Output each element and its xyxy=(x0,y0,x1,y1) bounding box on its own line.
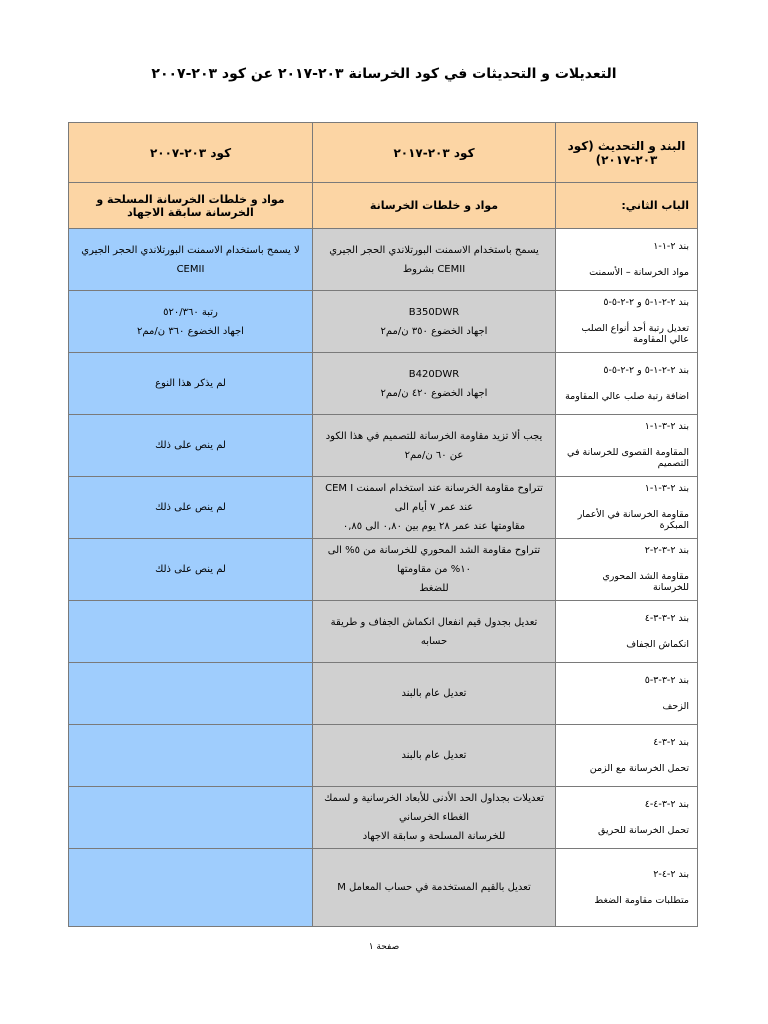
code-2017-cell xyxy=(313,291,556,353)
code-2007-text: لم ينص على ذلك xyxy=(155,440,226,451)
item-code: بند ٢-٣-٣-٤ xyxy=(644,613,689,625)
item-cell xyxy=(556,229,698,291)
item-code: بند ٢-٢-١-٥ و ٢-٢-٥-٥ xyxy=(603,297,689,309)
code-2017-text: تتراوح مقاومة الخرسانة عند استخدام اسمنت CEM I عند عمر ٧ أيام الى xyxy=(325,483,543,513)
code-2007-text: رتبة ٥٢٠/٣٦٠ xyxy=(163,306,218,318)
item-title: الزحف xyxy=(662,700,689,712)
item-cell xyxy=(556,353,698,415)
item-title: مواد الخرسانة – الأسمنت xyxy=(589,266,689,278)
code-2017-text: B350DWR xyxy=(408,306,460,318)
header-code-2007: كود ٢٠٣-٢٠٠٧ xyxy=(69,123,313,183)
document-title: التعديلات و التحديثات في كود الخرسانة ٢٠٣-٢٠١٧ عن كود ٢٠٣-٢٠٠٧ xyxy=(151,66,617,82)
item-code: بند ٢-٣-٤ xyxy=(653,737,689,749)
code-2007-cell xyxy=(69,291,313,353)
subheader-chapter: الباب الثاني: xyxy=(556,183,698,229)
code-2017-cell xyxy=(313,601,556,663)
code-2007-cell xyxy=(69,725,313,787)
code-2007-text: لم يذكر هذا النوع xyxy=(155,378,226,389)
item-code: بند ٢-٣-٣-٥ xyxy=(644,675,689,687)
code-2007-cell xyxy=(69,353,313,415)
table-row xyxy=(69,291,698,353)
item-cell xyxy=(556,663,698,725)
code-2007-text: لا يسمح باستخدام الاسمنت البورتلاندي الحجر الجيري CEMII xyxy=(81,244,300,275)
table-subheader-row xyxy=(69,183,698,229)
comparison-table xyxy=(68,122,698,927)
item-title: تحمل الخرسانة مع الزمن xyxy=(589,762,689,774)
table-row xyxy=(69,415,698,477)
item-code: بند ٢-٣-١-١ xyxy=(644,483,689,495)
code-2017-cell xyxy=(313,725,556,787)
code-2017-cell xyxy=(313,415,556,477)
item-cell xyxy=(556,477,698,539)
code-2007-cell xyxy=(69,601,313,663)
item-cell xyxy=(556,415,698,477)
code-2017-text: تتراوح مقاومة الشد المحوري للخرسانة من ٥% الى ١٠% من مقاومتها xyxy=(327,545,541,575)
code-2017-text: اجهاد الخضوع ٤٢٠ ن/مم٢ xyxy=(380,387,488,399)
code-2007-text: لم ينص على ذلك xyxy=(155,502,226,513)
table-row xyxy=(69,601,698,663)
code-2007-cell xyxy=(69,415,313,477)
table-row xyxy=(69,725,698,787)
table-row xyxy=(69,539,698,601)
item-code: بند ٢-١-١ xyxy=(653,241,689,253)
code-2007-cell xyxy=(69,849,313,927)
item-cell xyxy=(556,291,698,353)
item-title: اضافة رتبة صلب عالي المقاومة xyxy=(565,390,689,402)
header-code-2017: كود ٢٠٣-٢٠١٧ xyxy=(313,123,556,183)
table-row xyxy=(69,353,698,415)
code-2017-text: تعديل بجدول قيم انفعال انكماش الجفاف و طريقة حسابه xyxy=(330,616,538,647)
code-2007-cell xyxy=(69,539,313,601)
code-2017-text: للضغط xyxy=(419,583,449,594)
code-2007-cell xyxy=(69,229,313,291)
item-cell xyxy=(556,849,698,927)
code-2007-cell xyxy=(69,477,313,539)
code-2017-text: للخرسانة المسلحة و سابقة الاجهاد xyxy=(362,831,506,842)
item-title: متطلبات مقاومة الضغط xyxy=(594,894,689,906)
code-2007-cell xyxy=(69,787,313,849)
code-2017-cell xyxy=(313,229,556,291)
table-row xyxy=(69,477,698,539)
item-title: انكماش الجفاف xyxy=(626,638,689,650)
code-2017-text: يسمح باستخدام الاسمنت البورتلاندي الحجر الجيري CEMII بشروط xyxy=(329,244,539,275)
table-row xyxy=(69,663,698,725)
table-header-row xyxy=(69,123,698,183)
item-title: تعديل رتبة أحد أنواع الصلب عالي المقاومة xyxy=(581,322,689,346)
item-cell xyxy=(556,787,698,849)
code-2017-text: اجهاد الخضوع ٣٥٠ ن/مم٢ xyxy=(380,325,488,337)
code-2007-text: لم ينص على ذلك xyxy=(155,564,226,575)
page-number: صفحة ١ xyxy=(368,942,400,952)
code-2017-cell xyxy=(313,477,556,539)
subheader-2017: مواد و خلطات الخرسانة xyxy=(313,183,556,229)
table-row xyxy=(69,229,698,291)
code-2017-cell xyxy=(313,663,556,725)
code-2017-text: يجب ألا تزيد مقاومة الخرسانة للتصميم في هذا الكود عن ٦٠ ن/مم٢ xyxy=(325,430,543,461)
header-item-column: البند و التحديث (كود ٢٠٣-٢٠١٧) xyxy=(556,123,698,183)
code-2017-cell xyxy=(313,849,556,927)
item-cell xyxy=(556,539,698,601)
code-2017-cell xyxy=(313,353,556,415)
code-2007-cell xyxy=(69,663,313,725)
code-2017-text: تعديلات بجداول الحد الأدنى للأبعاد الخرسانية و لسمك الغطاء الخرساني xyxy=(324,793,544,823)
item-title: مقاومة الشد المحوري للخرسانة xyxy=(602,570,689,594)
code-2017-text: تعديل عام بالبند xyxy=(401,688,467,699)
code-2017-text: مقاومتها عند عمر ٢٨ يوم بين ٠,٨٠ الى ٠,٨٥ xyxy=(342,521,526,532)
item-title: المقاومة القصوى للخرسانة في التصميم xyxy=(567,446,689,470)
table-row xyxy=(69,849,698,927)
item-cell xyxy=(556,725,698,787)
item-code: بند ٢-٤-٢ xyxy=(653,869,689,881)
item-code: بند ٢-٢-١-٥ و ٢-٢-٥-٥ xyxy=(603,365,689,377)
item-title: تحمل الخرسانة للحريق xyxy=(598,824,689,836)
item-cell xyxy=(556,601,698,663)
code-2017-cell xyxy=(313,539,556,601)
subheader-2007: مواد و خلطات الخرسانة المسلحة و الخرسانة سابقة الاجهاد xyxy=(69,183,313,229)
code-2017-cell xyxy=(313,787,556,849)
table-row xyxy=(69,787,698,849)
item-code: بند ٢-٣-١-١ xyxy=(644,421,689,433)
item-code: بند ٢-٣-٢-٢ xyxy=(644,545,689,557)
code-2017-text: تعديل عام بالبند xyxy=(401,750,467,761)
item-code: بند ٢-٣-٤-٤ xyxy=(644,799,689,811)
item-title: مقاومة الخرسانة في الأعمار المبكرة xyxy=(577,508,689,532)
code-2007-text: اجهاد الخضوع ٣٦٠ ن/مم٢ xyxy=(137,325,244,337)
code-2017-text: B420DWR xyxy=(408,368,460,380)
code-2017-text: تعديل بالقيم المستخدمة في حساب المعامل M xyxy=(337,882,531,893)
